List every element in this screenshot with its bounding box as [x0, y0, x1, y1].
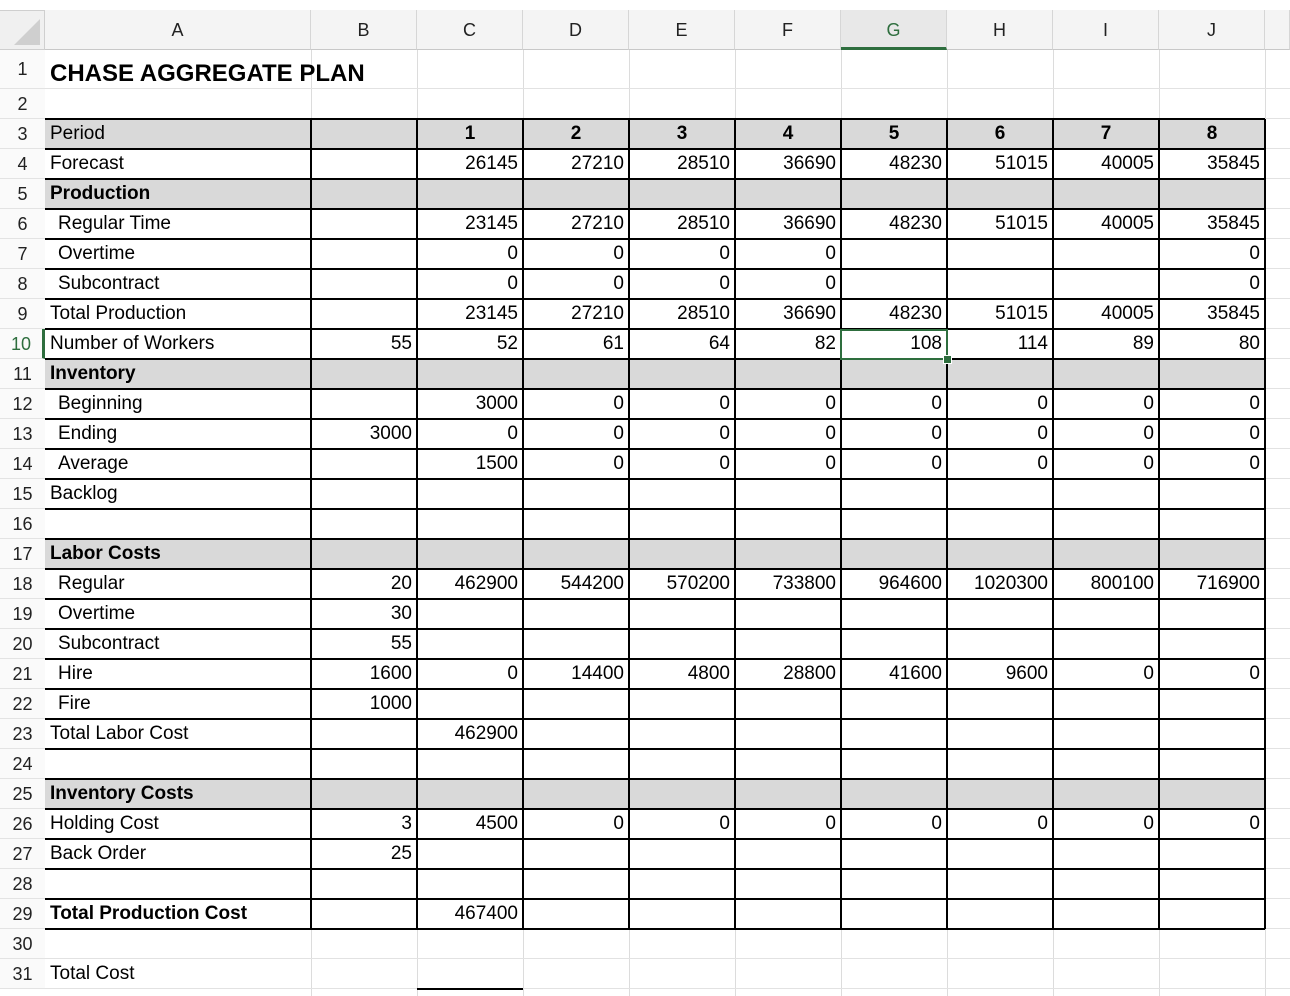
cell-c3[interactable]: 1 — [464, 123, 476, 144]
row-header-1[interactable]: 1 — [0, 50, 45, 89]
row-header-29[interactable]: 29 — [0, 899, 45, 929]
cell-h3[interactable]: 6 — [994, 123, 1006, 144]
gridline-v — [1159, 50, 1160, 996]
cell-f4[interactable]: 36690 — [783, 153, 836, 174]
cell-f8[interactable]: 0 — [825, 273, 836, 294]
select-all-corner[interactable] — [0, 10, 45, 50]
row-header-25[interactable]: 25 — [0, 779, 45, 809]
cell-h26[interactable]: 0 — [1037, 813, 1048, 834]
cell-e12[interactable]: 0 — [719, 393, 730, 414]
active-cell-g10[interactable] — [840, 329, 948, 360]
cell-a1[interactable]: CHASE AGGREGATE PLAN — [50, 60, 365, 87]
cell-a9[interactable]: Total Production — [50, 303, 187, 324]
cell-f18[interactable]: 733800 — [772, 573, 836, 594]
cell-b20[interactable]: 55 — [390, 633, 412, 654]
cell-d3[interactable]: 2 — [570, 123, 582, 144]
cell-i9[interactable]: 40005 — [1101, 303, 1154, 324]
cell-c9[interactable]: 23145 — [465, 303, 518, 324]
cell-f14[interactable]: 0 — [825, 453, 836, 474]
cell-c23[interactable]: 462900 — [454, 723, 518, 744]
row-header-2[interactable]: 2 — [0, 89, 45, 119]
cell-e10[interactable]: 64 — [708, 333, 730, 354]
cell-g6[interactable]: 48230 — [889, 213, 942, 234]
cell-a5[interactable]: Production — [50, 183, 151, 204]
cell-h6[interactable]: 51015 — [995, 213, 1048, 234]
cell-a12[interactable]: Beginning — [58, 393, 143, 414]
row-header-11[interactable]: 11 — [0, 359, 45, 389]
row-header-19[interactable]: 19 — [0, 599, 45, 629]
cell-g3[interactable]: 5 — [888, 123, 900, 144]
row-header-13[interactable]: 13 — [0, 419, 45, 449]
cell-f13[interactable]: 0 — [825, 423, 836, 444]
column-header-e[interactable]: E — [629, 10, 735, 50]
row-header-21[interactable]: 21 — [0, 659, 45, 689]
row-header-3[interactable]: 3 — [0, 119, 45, 149]
cell-h18[interactable]: 1020300 — [974, 573, 1048, 594]
cell-j18[interactable]: 716900 — [1196, 573, 1260, 594]
row-header-12[interactable]: 12 — [0, 389, 45, 419]
row-header-5[interactable]: 5 — [0, 179, 45, 209]
cell-a7[interactable]: Overtime — [58, 243, 136, 264]
gridline-v — [947, 50, 948, 996]
cell-h10[interactable]: 114 — [1017, 333, 1048, 354]
row-header-30[interactable]: 30 — [0, 929, 45, 959]
cell-j21[interactable]: 0 — [1249, 663, 1260, 684]
cell-a31[interactable]: Total Cost — [50, 963, 135, 984]
cell-a23[interactable]: Total Labor Cost — [50, 723, 189, 744]
cell-j14[interactable]: 0 — [1249, 453, 1260, 474]
cell-c21[interactable]: 0 — [507, 663, 518, 684]
row-header-23[interactable]: 23 — [0, 719, 45, 749]
cell-c8[interactable]: 0 — [507, 273, 518, 294]
cell-g10[interactable]: 108 — [910, 333, 942, 354]
row-header-18[interactable]: 18 — [0, 569, 45, 599]
cell-c13[interactable]: 0 — [507, 423, 518, 444]
cell-a15[interactable]: Backlog — [50, 483, 118, 504]
column-header-a[interactable]: A — [45, 10, 311, 50]
cell-i10[interactable]: 89 — [1132, 333, 1154, 354]
cell-b13[interactable]: 3000 — [369, 423, 412, 444]
cell-d7[interactable]: 0 — [613, 243, 624, 264]
cell-a13[interactable]: Ending — [58, 423, 118, 444]
row-header-9[interactable]: 9 — [0, 299, 45, 329]
row-header-15[interactable]: 15 — [0, 479, 45, 509]
gridline-v — [735, 50, 736, 996]
column-header-g[interactable]: G — [841, 10, 947, 50]
column-header-f[interactable]: F — [735, 10, 841, 50]
cell-d4[interactable]: 27210 — [571, 153, 624, 174]
cell-g18[interactable]: 964600 — [878, 573, 942, 594]
column-header-d[interactable]: D — [523, 10, 629, 50]
cell-a20[interactable]: Subcontract — [58, 633, 160, 654]
cell-i14[interactable]: 0 — [1143, 453, 1154, 474]
cell-h9[interactable]: 51015 — [995, 303, 1048, 324]
cell-d8[interactable]: 0 — [613, 273, 624, 294]
cell-c29[interactable]: 467400 — [454, 903, 518, 924]
gridline-v — [417, 50, 418, 996]
row-header-31[interactable]: 31 — [0, 959, 45, 989]
cell-d10[interactable]: 61 — [602, 333, 624, 354]
cell-j8[interactable]: 0 — [1249, 273, 1260, 294]
fill-handle[interactable] — [943, 355, 952, 364]
cell-e26[interactable]: 0 — [719, 813, 730, 834]
cell-i26[interactable]: 0 — [1143, 813, 1154, 834]
row-header-8[interactable]: 8 — [0, 269, 45, 299]
cell-d6[interactable]: 27210 — [571, 213, 624, 234]
cell-b26[interactable]: 3 — [401, 813, 412, 834]
cell-a29[interactable]: Total Production Cost — [50, 903, 248, 924]
cell-b27[interactable]: 25 — [390, 843, 412, 864]
gridline-v — [629, 50, 630, 996]
cell-g4[interactable]: 48230 — [889, 153, 942, 174]
cell-d26[interactable]: 0 — [613, 813, 624, 834]
column-header-h[interactable]: H — [947, 10, 1053, 50]
row-header-6[interactable]: 6 — [0, 209, 45, 239]
cell-j6[interactable]: 35845 — [1207, 213, 1260, 234]
cell-c18[interactable]: 462900 — [454, 573, 518, 594]
cell-e8[interactable]: 0 — [719, 273, 730, 294]
cell-a3[interactable]: Period — [50, 123, 105, 144]
cell-h21[interactable]: 9600 — [1005, 663, 1048, 684]
cell-i3[interactable]: 7 — [1100, 123, 1112, 144]
cell-c12[interactable]: 3000 — [475, 393, 518, 414]
gridline-v — [841, 50, 842, 996]
row-header-16[interactable]: 16 — [0, 509, 45, 539]
cell-j26[interactable]: 0 — [1249, 813, 1260, 834]
cell-f3[interactable]: 4 — [782, 123, 794, 144]
cell-c14[interactable]: 1500 — [475, 453, 518, 474]
cell-e21[interactable]: 4800 — [687, 663, 730, 684]
cell-e3[interactable]: 3 — [676, 123, 688, 144]
cell-a21[interactable]: Hire — [58, 663, 93, 684]
cell-a11[interactable]: Inventory — [50, 363, 136, 384]
row-header-27[interactable]: 27 — [0, 839, 45, 869]
row-header-7[interactable]: 7 — [0, 239, 45, 269]
cell-c6[interactable]: 23145 — [465, 213, 518, 234]
cell-d12[interactable]: 0 — [613, 393, 624, 414]
column-header-b[interactable]: B — [311, 10, 417, 50]
cell-a14[interactable]: Average — [58, 453, 129, 474]
cell-e4[interactable]: 28510 — [677, 153, 730, 174]
row-header-24[interactable]: 24 — [0, 749, 45, 779]
cell-a19[interactable]: Overtime — [58, 603, 136, 624]
cell-a25[interactable]: Inventory Costs — [50, 783, 194, 804]
cell-c7[interactable]: 0 — [507, 243, 518, 264]
cell-a26[interactable]: Holding Cost — [50, 813, 159, 834]
cell-e9[interactable]: 28510 — [677, 303, 730, 324]
row-header-26[interactable]: 26 — [0, 809, 45, 839]
cell-f21[interactable]: 28800 — [783, 663, 836, 684]
cell-a6[interactable]: Regular Time — [58, 213, 171, 234]
cell-c26[interactable]: 4500 — [475, 813, 518, 834]
cell-i21[interactable]: 0 — [1143, 663, 1154, 684]
cell-a10[interactable]: Number of Workers — [50, 333, 215, 354]
row-header-17[interactable]: 17 — [0, 539, 45, 569]
cell-a27[interactable]: Back Order — [50, 843, 147, 864]
row-header-10[interactable]: 10 — [0, 329, 45, 359]
cell-i18[interactable]: 800100 — [1090, 573, 1154, 594]
column-header-c[interactable]: C — [417, 10, 523, 50]
cell-g26[interactable]: 0 — [931, 813, 942, 834]
cell-g13[interactable]: 0 — [931, 423, 942, 444]
row-header-22[interactable]: 22 — [0, 689, 45, 719]
cell-b18[interactable]: 20 — [390, 573, 412, 594]
row-header-14[interactable]: 14 — [0, 449, 45, 479]
cell-f9[interactable]: 36690 — [783, 303, 836, 324]
gridline-v — [523, 50, 524, 996]
cell-h4[interactable]: 51015 — [995, 153, 1048, 174]
cell-g21[interactable]: 41600 — [889, 663, 942, 684]
cell-b10[interactable]: 55 — [390, 333, 412, 354]
column-header-i[interactable]: I — [1053, 10, 1159, 50]
cell-a4[interactable]: Forecast — [50, 153, 124, 174]
cell-g12[interactable]: 0 — [931, 393, 942, 414]
row-header-28[interactable]: 28 — [0, 869, 45, 899]
row-header-20[interactable]: 20 — [0, 629, 45, 659]
cell-d21[interactable]: 14400 — [571, 663, 624, 684]
cell-e6[interactable]: 28510 — [677, 213, 730, 234]
cell-d9[interactable]: 27210 — [571, 303, 624, 324]
cell-c10[interactable]: 52 — [496, 333, 518, 354]
cell-f7[interactable]: 0 — [825, 243, 836, 264]
cell-i4[interactable]: 40005 — [1101, 153, 1154, 174]
cell-e13[interactable]: 0 — [719, 423, 730, 444]
cell-e14[interactable]: 0 — [719, 453, 730, 474]
column-header-blank — [1265, 10, 1290, 50]
cell-b19[interactable]: 30 — [390, 603, 412, 624]
cell-j3[interactable]: 8 — [1206, 123, 1218, 144]
cell-j7[interactable]: 0 — [1249, 243, 1260, 264]
cell-a17[interactable]: Labor Costs — [50, 543, 161, 564]
cell-a18[interactable]: Regular — [58, 573, 125, 594]
cell-d18[interactable]: 544200 — [560, 573, 624, 594]
cell-j10[interactable]: 80 — [1238, 333, 1260, 354]
cell-a22[interactable]: Fire — [58, 693, 91, 714]
gridline-v — [1053, 50, 1054, 996]
cell-i13[interactable]: 0 — [1143, 423, 1154, 444]
cell-f26[interactable]: 0 — [825, 813, 836, 834]
row-header-4[interactable]: 4 — [0, 149, 45, 179]
cell-h13[interactable]: 0 — [1037, 423, 1048, 444]
gridline-v — [1265, 50, 1266, 996]
cell-d14[interactable]: 0 — [613, 453, 624, 474]
cell-d13[interactable]: 0 — [613, 423, 624, 444]
cell-f6[interactable]: 36690 — [783, 213, 836, 234]
cell-j13[interactable]: 0 — [1249, 423, 1260, 444]
cell-e7[interactable]: 0 — [719, 243, 730, 264]
cell-b21[interactable]: 1600 — [369, 663, 412, 684]
column-header-j[interactable]: J — [1159, 10, 1265, 50]
cell-g9[interactable]: 48230 — [889, 303, 942, 324]
cell-j9[interactable]: 35845 — [1207, 303, 1260, 324]
cell-i12[interactable]: 0 — [1143, 393, 1154, 414]
cell-g14[interactable]: 0 — [931, 453, 942, 474]
cell-i6[interactable]: 40005 — [1101, 213, 1154, 234]
cell-e18[interactable]: 570200 — [666, 573, 730, 594]
cell-h14[interactable]: 0 — [1037, 453, 1048, 474]
cell-j4[interactable]: 35845 — [1207, 153, 1260, 174]
cell-j12[interactable]: 0 — [1249, 393, 1260, 414]
cell-f12[interactable]: 0 — [825, 393, 836, 414]
cell-f10[interactable]: 82 — [814, 333, 836, 354]
cell-h12[interactable]: 0 — [1037, 393, 1048, 414]
cell-c4[interactable]: 26145 — [465, 153, 518, 174]
cell-a8[interactable]: Subcontract — [58, 273, 160, 294]
cell-b22[interactable]: 1000 — [369, 693, 412, 714]
